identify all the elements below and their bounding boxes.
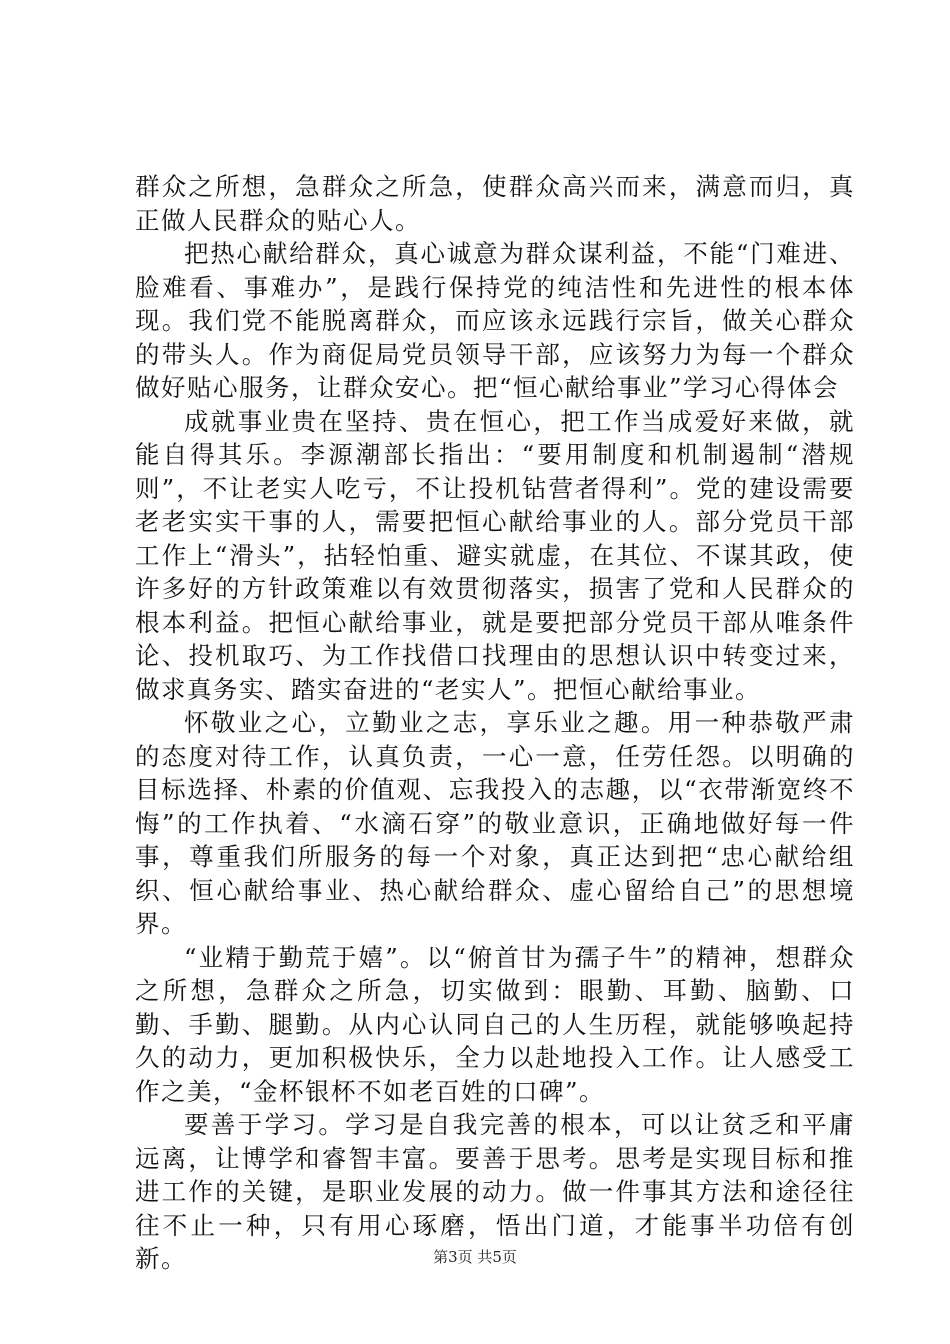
paragraph-1: 群众之所想，急群众之所急，使群众高兴而来，满意而归，真正做人民群众的贴心人。 [135,172,855,235]
paragraph-2: 把热心献给群众，真心诚意为群众谋利益，不能“门难进、脸难看、事难办”，是践行保持党的纯洁性和先进性的根本体现。我们党不能脱离群众，而应该永远践行宗旨，做关心群众的带头人。作为商促局党员领导干部，应该努力为每一个群众做好贴心服务，让群众安心。把“恒心献给事业”学习心得体会 [135,239,855,402]
document-body [135,170,855,1276]
paragraph-6: 要善于学习。学习是自我完善的根本，可以让贫乏和平庸远离，让博学和睿智丰富。要善于思考。思考是实现目标和推进工作的关键，是职业发展的动力。做一件事其方法和途径往往不止一种，只有用心琢磨，悟出门道，才能事半功倍有创新。 [135,1110,855,1273]
paragraph-3: 成就事业贵在坚持、贵在恒心，把工作当成爱好来做，就能自得其乐。李源潮部长指出：“要用制度和机制遏制“潜规则”，不让老实人吃亏，不让投机钻营者得利”。党的建设需要老老实实干事的人，需要把恒心献给事业的人。部分党员干部工作上“滑头”，拈轻怕重、避实就虚，在其位、不谋其政，使许多好的方针政策难以有效贯彻落实，损害了党和人民群众的根本利益。把恒心献给事业，就是要把部分党员干部从唯条件论、投机取巧、为工作找借口找理由的思想认识中转变过来，做求真务实、踏实奋进的“老实人”。把恒心献给事业。 [135,406,855,704]
paragraph-5: “业精于勤荒于嬉”。以“俯首甘为孺子牛”的精神，想群众之所想，急群众之所急，切实做到：眼勤、耳勤、脑勤、口勤、手勤、腿勤。从内心认同自己的人生历程，就能够唤起持久的动力，更加积极快乐，全力以赴地投入工作。让人感受工作之美，“金杯银杯不如老百姓的口碑”。 [135,942,855,1106]
page-number-footer: 第3页 共5页 [433,1248,517,1266]
paragraph-4: 怀敬业之心，立勤业之志，享乐业之趣。用一种恭敬严肃的态度对待工作，认真负责，一心一意，任劳任怨。以明确的目标选择、朴素的价值观、忘我投入的志趣，以“衣带渐宽终不悔”的工作执着、“水滴石穿”的敬业意识，正确地做好每一件事，尊重我们所服务的每一个对象，真正达到把“忠心献给组织、恒心献给事业、热心献给群众、虚心留给自己”的思想境界。 [135,708,855,938]
